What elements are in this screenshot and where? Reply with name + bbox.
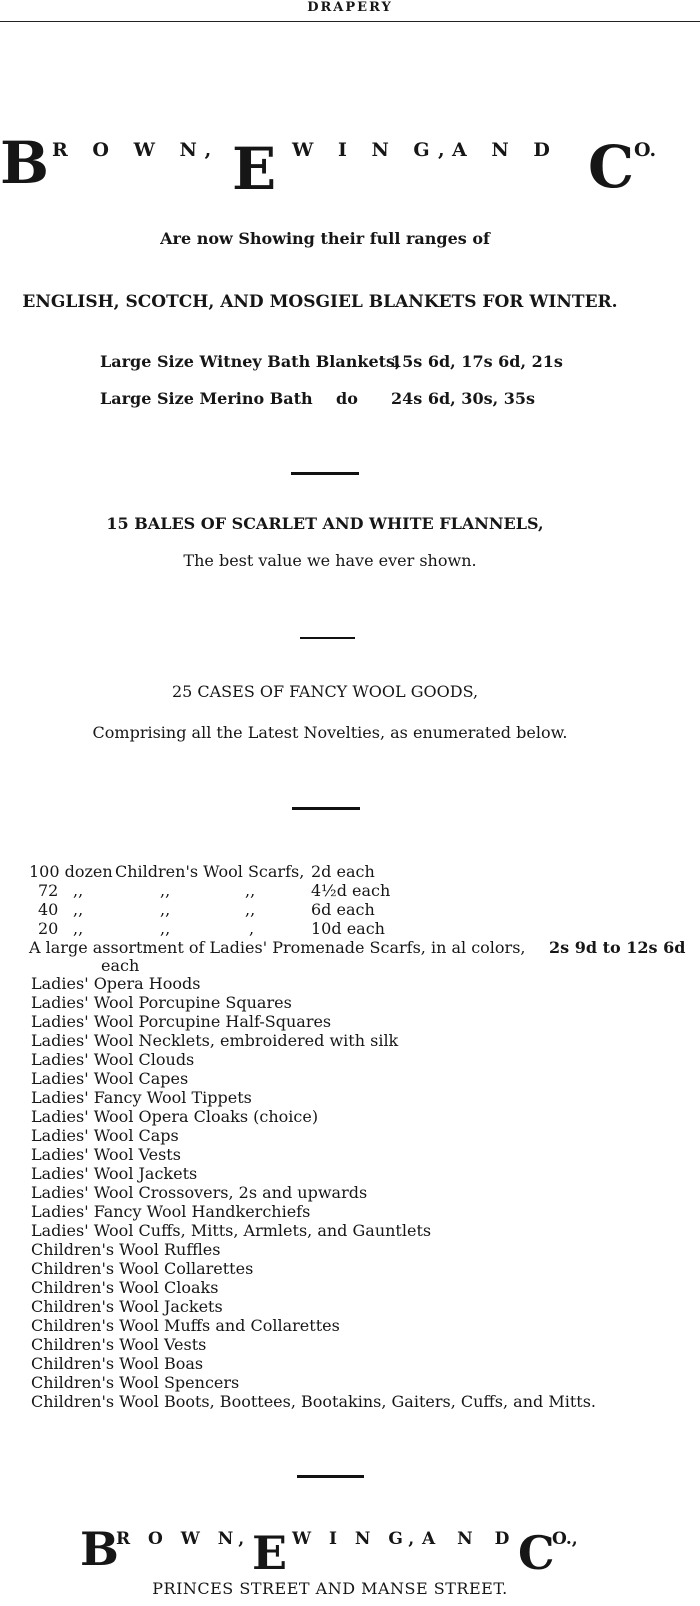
list-item: Ladies' Wool Porcupine Squares [31, 993, 292, 1012]
ditto-mark: , [249, 919, 255, 938]
list-item: Ladies' Fancy Wool Tippets [31, 1088, 252, 1107]
divider-rule [292, 807, 360, 810]
firm-initial-b: B [0, 129, 50, 197]
scarf-qty: 100 dozen [29, 862, 113, 881]
blankets-heading: ENGLISH, SCOTCH, AND MOSGIEL BLANKETS FOR WINTER. [22, 292, 618, 312]
list-item: Children's Wool Cloaks [31, 1278, 219, 1297]
list-item: Children's Wool Collarettes [31, 1259, 254, 1278]
list-item: Ladies' Wool Clouds [31, 1050, 195, 1069]
scarf-price: 2d each [311, 862, 375, 881]
flannels-note: The best value we have ever shown. [183, 551, 477, 570]
wool-goods-note: Comprising all the Latest Novelties, as enumerated below. [92, 723, 568, 742]
wool-goods-heading: 25 CASES OF FANCY WOOL GOODS, [171, 682, 479, 701]
price-value: 15s 6d, 17s 6d, 21s [391, 352, 563, 371]
price-line [100, 391, 313, 407]
firm-wing: W I N G, [292, 139, 454, 161]
price-ditto: do [336, 389, 358, 408]
scarf-row [29, 919, 694, 938]
list-item: Ladies' Wool Jackets [31, 1164, 198, 1183]
firm-o: O., [552, 1529, 578, 1549]
ditto-mark: ,, [73, 881, 84, 900]
ditto-mark: ,, [160, 919, 171, 938]
firm-name-bottom [0, 1522, 700, 1580]
promenade-row [29, 938, 694, 957]
firm-initial-b: B [80, 1522, 119, 1576]
firm-rown: R O W N, [52, 139, 221, 161]
flannels-heading: 15 BALES OF SCARLET AND WHITE FLANNELS, [106, 514, 544, 533]
list-item: Ladies' Wool Necklets, embroidered with silk [31, 1031, 399, 1050]
list-item: Ladies' Wool Caps [31, 1126, 179, 1145]
list-item: Ladies' Wool Capes [31, 1069, 189, 1088]
list-item: Children's Wool Boas [31, 1354, 204, 1373]
list-item: Ladies' Wool Vests [31, 1145, 181, 1164]
promenade-cont-row [29, 957, 694, 974]
firm-and: A N D [452, 139, 559, 161]
ditto-mark: ,, [160, 900, 171, 919]
list-item: Children's Wool Muffs and Collarettes [31, 1316, 340, 1335]
section-header: DRAPERY [307, 0, 393, 15]
divider-rule [300, 637, 355, 639]
list-item: Ladies' Opera Hoods [31, 974, 201, 993]
price-line [100, 354, 401, 370]
ditto-mark: ,, [245, 881, 256, 900]
list-item: Ladies' Fancy Wool Handkerchiefs [31, 1202, 311, 1221]
firm-initial-e: E [232, 135, 277, 203]
firm-wing: W I N G, [292, 1529, 421, 1549]
header-rule [0, 21, 700, 22]
list-item: Ladies' Wool Crossovers, 2s and upwards [31, 1183, 368, 1202]
promenade-price: 2s 9d to 12s 6d [549, 938, 686, 957]
scarf-qty: 20 [38, 919, 59, 938]
list-item: Children's Wool Spencers [31, 1373, 240, 1392]
scarf-price: 4½d each [311, 881, 391, 900]
list-item: Children's Wool Boots, Boottees, Bootakins, Gaiters, Cuffs, and Mitts. [31, 1392, 596, 1411]
goods-list [29, 862, 694, 1411]
promenade-cont: each [101, 956, 140, 975]
scarf-row [29, 881, 694, 900]
firm-rown: R O W N, [116, 1529, 251, 1549]
scarf-price: 6d each [311, 900, 375, 919]
list-item: Ladies' Wool Cuffs, Mitts, Armlets, and Gauntlets [31, 1221, 432, 1240]
ditto-mark: ,, [73, 900, 84, 919]
scarf-row [29, 900, 694, 919]
price-item: Large Size Merino Bath [100, 389, 313, 408]
firm-name-top [0, 129, 700, 203]
intro-line: Are now Showing their full ranges of [160, 229, 490, 248]
address-line: PRINCES STREET AND MANSE STREET. [152, 1579, 508, 1598]
list-item: Children's Wool Jackets [31, 1297, 223, 1316]
price-value: 24s 6d, 30s, 35s [391, 389, 535, 408]
ditto-mark: ,, [245, 900, 256, 919]
divider-rule [297, 1475, 364, 1478]
scarf-item: Children's Wool Scarfs, [115, 862, 305, 881]
scarf-qty: 72 [38, 881, 59, 900]
scarf-qty: 40 [38, 900, 59, 919]
ditto-mark: ,, [73, 919, 84, 938]
list-item: Children's Wool Ruffles [31, 1240, 221, 1259]
firm-and: A N D [422, 1529, 518, 1549]
scarf-price: 10d each [311, 919, 385, 938]
divider-rule [291, 472, 359, 475]
price-item: Large Size Witney Bath Blankets, [100, 352, 401, 371]
list-item: Ladies' Wool Opera Cloaks (choice) [31, 1107, 319, 1126]
firm-o: O. [634, 139, 657, 161]
list-item: Ladies' Wool Porcupine Half-Squares [31, 1012, 332, 1031]
ditto-mark: ,, [160, 881, 171, 900]
promenade-text: A large assortment of Ladies' Promenade Scarfs, in al colors, [29, 938, 526, 957]
list-item: Children's Wool Vests [31, 1335, 207, 1354]
firm-initial-e: E [252, 1526, 288, 1580]
scarf-row [29, 862, 694, 881]
firm-initial-c: C [588, 133, 635, 201]
firm-initial-c: C [518, 1526, 555, 1580]
